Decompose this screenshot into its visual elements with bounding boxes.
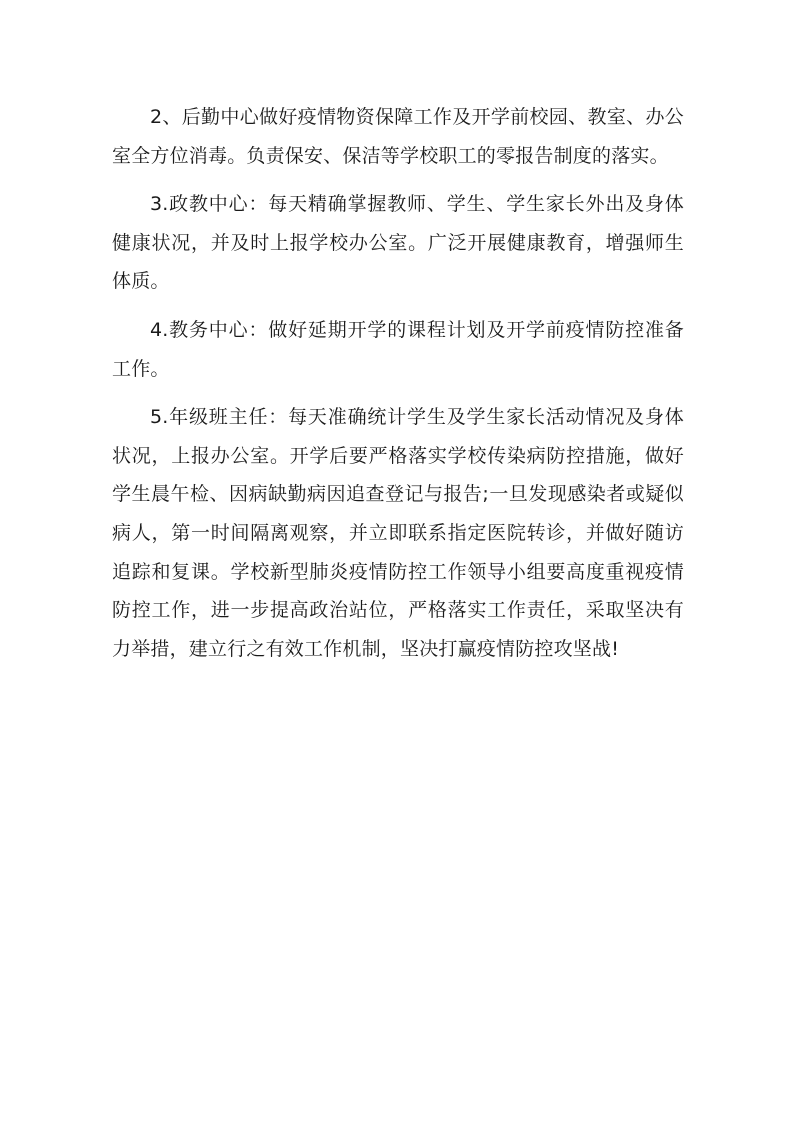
document-body [112,98,684,678]
paragraph-academic-affairs-center: 4.教务中心：做好延期开学的课程计划及开学前疫情防控准备工作。 [112,318,684,380]
paragraph-logistics-center: 2、后勤中心做好疫情物资保障工作及开学前校园、教室、办公室全方位消毒。负责保安、保洁等学校职工的零报告制度的落实。 [112,106,684,167]
paragraph-political-education-center: 3.政教中心：每天精确掌握教师、学生、学生家长外出及身体健康状况，并及时上报学校办公室。广泛开展健康教育，增强师生体质。 [112,193,684,293]
paragraph-grade-head-teacher: 5.年级班主任：每天准确统计学生及学生家长活动情况及身体状况，上报办公室。开学后要严格落实学校传染病防控措施，做好学生晨午检、因病缺勤病因追查登记与报告;一旦发现感染者或疑似病人，第一时间隔离观察，并立即联系指定医院转诊，并做好随访追踪和复课。学校新型肺炎疫情防控工作领导小组要高度重视疫情防控工作，进一步提高政治站位，严格落实工作责任，采取坚决有力举措，建立行之有效工作机制，坚决打赢疫情防控攻坚战! [112,406,684,660]
